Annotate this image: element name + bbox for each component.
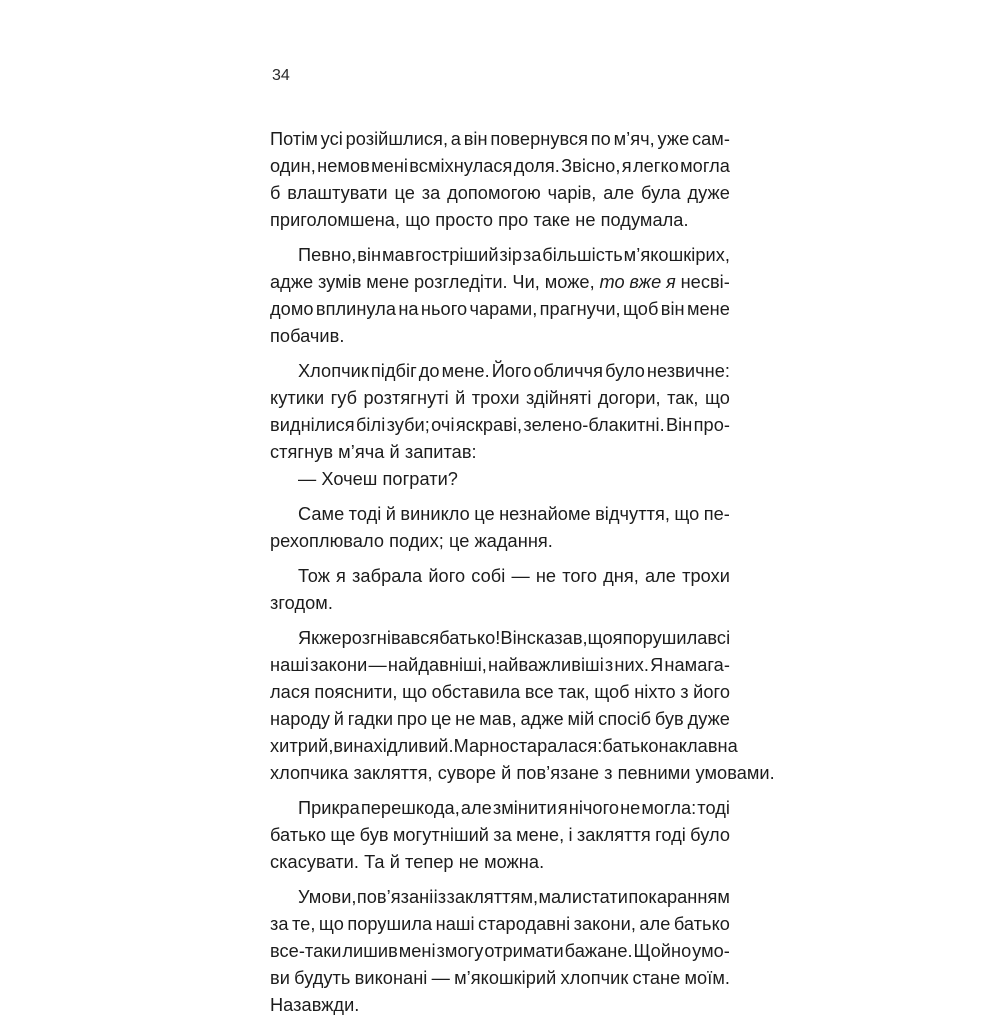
word: був — [654, 709, 684, 729]
word: не — [575, 210, 601, 230]
word: таке — [533, 210, 576, 230]
word: білі — [355, 415, 386, 435]
text-line — [270, 911, 730, 938]
word: це — [430, 709, 452, 729]
word: всміхнулася — [409, 156, 513, 176]
word: пе- — [703, 504, 730, 524]
word: — — [368, 655, 387, 675]
word: порушила — [622, 628, 708, 648]
text-line — [270, 884, 730, 911]
word: наші — [270, 655, 309, 675]
word: відчуття, — [595, 504, 670, 524]
text-line — [270, 706, 730, 733]
word: винахідливий. — [333, 736, 454, 756]
paragraph — [270, 884, 730, 1019]
word: було — [605, 361, 645, 381]
word: стати — [582, 887, 629, 907]
word: наші — [435, 914, 475, 934]
word: змінити — [492, 798, 557, 818]
word: й — [455, 388, 466, 408]
word: — — [298, 469, 322, 489]
word: хлопчик — [560, 968, 629, 988]
text-line — [270, 180, 730, 207]
word: мав — [381, 245, 415, 265]
word: хитрий, — [270, 736, 334, 756]
word: яскраві, — [455, 415, 523, 435]
word: собі — [471, 566, 506, 586]
text-line — [270, 679, 730, 706]
word: скасувати. — [270, 852, 365, 872]
word: я — [336, 566, 346, 586]
word: зір — [499, 245, 523, 265]
word: закляття, — [353, 763, 438, 783]
word: може, — [544, 272, 595, 292]
word: гадки — [347, 709, 394, 729]
word: не — [458, 852, 485, 872]
word: могла: — [641, 798, 697, 818]
word: незнайоме — [499, 504, 591, 524]
word: гостріший — [415, 245, 499, 265]
word: що — [704, 388, 730, 408]
word: вже — [629, 272, 662, 292]
word: умо- — [692, 941, 730, 961]
word: легко — [632, 156, 679, 176]
word: то — [599, 272, 625, 292]
word: батько — [602, 736, 659, 756]
word: розгнівався — [341, 628, 440, 648]
word: батько — [673, 914, 730, 934]
word: це — [448, 531, 475, 551]
word: з — [604, 763, 618, 783]
word: же — [319, 628, 342, 648]
word: стане — [632, 968, 681, 988]
word: а — [450, 129, 461, 149]
word: трохи — [682, 566, 730, 586]
word: з — [680, 682, 689, 702]
word: розтягнуті — [363, 388, 449, 408]
word: стягнув — [270, 442, 339, 462]
word: і — [568, 825, 573, 845]
word: уже — [657, 129, 690, 149]
word: Умови, — [298, 887, 357, 907]
paragraph — [270, 126, 730, 234]
word: порушила — [347, 914, 433, 934]
paragraph — [270, 563, 730, 617]
text-line — [270, 822, 730, 849]
word: мене, — [516, 825, 565, 845]
word: усі — [320, 129, 343, 149]
word: але — [639, 914, 671, 934]
word: більшість — [542, 245, 623, 265]
word: певними — [617, 763, 696, 783]
word: закони, — [573, 914, 636, 934]
word: тоді — [348, 504, 382, 524]
word: немов — [317, 156, 370, 176]
text-line — [270, 760, 775, 787]
word: було — [690, 825, 730, 845]
word: найдавніші, — [387, 655, 487, 675]
word: обличчя — [533, 361, 604, 381]
word: про — [498, 210, 534, 230]
word: м’яча — [338, 442, 390, 462]
word: губ — [330, 388, 358, 408]
word: незвичне: — [646, 361, 730, 381]
word: сам- — [691, 129, 730, 149]
word: побачив. — [270, 326, 345, 346]
word: й — [389, 442, 405, 462]
word: закляттям, — [446, 887, 539, 907]
word: те, — [292, 914, 316, 934]
word: що — [674, 504, 700, 524]
word: лася — [270, 682, 310, 702]
word: дуже — [687, 709, 730, 729]
word: але — [644, 566, 676, 586]
text-line — [270, 992, 730, 1019]
word: трохи — [471, 388, 520, 408]
word: сказав, — [526, 628, 588, 648]
paragraph — [270, 625, 775, 787]
word: мали — [538, 887, 583, 907]
word: могутніший — [392, 825, 489, 845]
word: тепер — [405, 852, 459, 872]
word: це — [474, 504, 495, 524]
word: мав, — [479, 709, 517, 729]
text-line — [270, 590, 730, 617]
text-line — [270, 126, 730, 153]
word: того — [562, 566, 597, 586]
word: так, — [667, 388, 699, 408]
word: я — [557, 798, 568, 818]
word: Я — [650, 655, 664, 675]
word: за — [421, 183, 441, 203]
word: запитав: — [404, 442, 477, 462]
word: за — [493, 825, 512, 845]
word: вплинула — [315, 299, 397, 319]
word: по — [590, 129, 611, 149]
word: до — [418, 361, 440, 381]
word: пояснити, — [314, 682, 398, 702]
word: м’яч, — [613, 129, 655, 149]
word: на — [398, 299, 419, 319]
word: лишив — [342, 941, 398, 961]
word: м’якошкірий — [454, 968, 557, 988]
word: Певно, — [298, 245, 357, 265]
word: щоб — [622, 299, 659, 319]
word: про- — [693, 415, 730, 435]
word: чарів, — [547, 183, 597, 203]
text-line — [270, 733, 738, 760]
word: мене — [366, 272, 410, 292]
word: стародавні — [478, 914, 571, 934]
word: батько! — [439, 628, 501, 648]
text-line — [270, 269, 730, 296]
word: Марно — [453, 736, 510, 756]
word: мій — [567, 709, 595, 729]
word: перешкода, — [360, 798, 460, 818]
word: бажане. — [564, 941, 633, 961]
word: моїм. — [684, 968, 730, 988]
word: народу — [270, 709, 330, 729]
text-line — [270, 439, 730, 466]
word: так, — [558, 682, 590, 702]
word: але — [460, 798, 492, 818]
word: Потім — [270, 129, 318, 149]
word: адже — [270, 272, 314, 292]
word: Як — [298, 628, 320, 648]
word: закляття — [576, 825, 651, 845]
word: на — [717, 736, 738, 756]
word: змогу — [436, 941, 484, 961]
word: можна. — [484, 852, 545, 872]
word: мене — [686, 299, 730, 319]
word: пограти? — [382, 469, 458, 489]
word: будуть — [294, 968, 351, 988]
word: влаштувати — [287, 183, 388, 203]
word: що — [405, 210, 436, 230]
word: доля. — [513, 156, 560, 176]
word: нього — [420, 299, 468, 319]
word: повернувся — [490, 129, 589, 149]
word: закони — [310, 655, 368, 675]
word: не — [535, 566, 557, 586]
word: покаранням — [628, 887, 730, 907]
word: згодом. — [270, 593, 333, 613]
word: — — [431, 968, 450, 988]
body-text — [270, 126, 775, 1019]
word: Хочеш — [321, 469, 383, 489]
word: й — [389, 852, 406, 872]
text-line — [270, 965, 730, 992]
word: розійшлися, — [345, 129, 449, 149]
word: зелено-блакитні. — [523, 415, 665, 435]
word: Він — [500, 628, 527, 648]
text-line — [270, 207, 730, 234]
word: я — [612, 628, 623, 648]
word: Назавжди. — [270, 995, 360, 1015]
word: виконані — [354, 968, 428, 988]
word: догори, — [597, 388, 661, 408]
text-line — [270, 501, 730, 528]
word: він — [660, 299, 685, 319]
word: суворе — [437, 763, 502, 783]
page-number: 34 — [272, 67, 290, 84]
word: що — [402, 682, 428, 702]
word: б — [270, 183, 281, 203]
word: це — [394, 183, 415, 203]
word: я — [621, 156, 632, 176]
word: його — [428, 566, 466, 586]
text-line — [270, 528, 730, 555]
word: Щойно — [633, 941, 692, 961]
word: прагнучи, — [539, 299, 621, 319]
word: він — [463, 129, 488, 149]
text-line — [270, 323, 730, 350]
word: про — [396, 709, 428, 729]
word: ще — [330, 825, 356, 845]
text-line — [270, 652, 730, 679]
word: зуби; — [386, 415, 430, 435]
word: годі — [655, 825, 686, 845]
word: не — [620, 798, 641, 818]
word: всі — [707, 628, 731, 648]
word: я — [666, 272, 676, 292]
word: й — [333, 709, 344, 729]
word: один, — [270, 156, 316, 176]
word: дня, — [603, 566, 639, 586]
word: хлопчика — [270, 763, 354, 783]
word: подумала. — [600, 210, 689, 230]
word: здійняті — [526, 388, 592, 408]
text-line — [270, 849, 730, 876]
word: мене. — [441, 361, 490, 381]
word: не — [455, 709, 476, 729]
word: них. — [614, 655, 649, 675]
text-line — [270, 242, 730, 269]
text-line — [270, 938, 730, 965]
word: кутики — [270, 388, 325, 408]
word: чарами, — [469, 299, 538, 319]
word: намага- — [664, 655, 730, 675]
word: умовами. — [695, 763, 775, 783]
word: ніхто — [634, 682, 676, 702]
word: Чи, — [512, 272, 540, 292]
word: приголомшена, — [270, 210, 406, 230]
word: адже — [520, 709, 564, 729]
word: Прикра — [298, 798, 360, 818]
word: очі — [431, 415, 455, 435]
word: жадання. — [474, 531, 553, 551]
word: що — [587, 628, 613, 648]
word: Саме — [298, 504, 345, 524]
word: Його — [491, 361, 532, 381]
word: рехоплювало — [270, 531, 390, 551]
word: пов’язані — [356, 887, 434, 907]
word: зумів — [317, 272, 362, 292]
paragraph — [270, 358, 730, 466]
word: із — [433, 887, 447, 907]
word: тоді — [697, 798, 730, 818]
word: обставила — [431, 682, 521, 702]
word: найважливіші — [488, 655, 604, 675]
word: розгледіти. — [413, 272, 508, 292]
paragraph — [270, 795, 730, 876]
word: Хлопчик — [298, 361, 369, 381]
word: виднілися — [270, 415, 355, 435]
word: він — [357, 245, 382, 265]
word: ви — [270, 968, 290, 988]
word: наклав — [658, 736, 718, 756]
word: Та — [364, 852, 390, 872]
text-line — [270, 412, 730, 439]
word: спосіб — [598, 709, 652, 729]
word: за — [270, 914, 289, 934]
word: забрала — [352, 566, 423, 586]
word: мені — [371, 156, 409, 176]
text-line — [270, 625, 730, 652]
word: старалася: — [509, 736, 603, 756]
word: батько — [270, 825, 327, 845]
text-line — [270, 385, 730, 412]
text-line — [270, 795, 730, 822]
word: просто — [435, 210, 499, 230]
word: Тож — [298, 566, 330, 586]
word: подих; — [389, 531, 449, 551]
dialogue-line — [270, 466, 730, 493]
paragraph — [270, 242, 730, 350]
word: й — [385, 504, 396, 524]
text-line — [270, 296, 730, 323]
text-line — [270, 563, 730, 590]
word: була — [641, 183, 681, 203]
word: підбіг — [370, 361, 417, 381]
word: був — [359, 825, 389, 845]
word: щоб — [594, 682, 630, 702]
text-line — [270, 358, 730, 385]
word: нічого — [568, 798, 620, 818]
word: Він — [666, 415, 693, 435]
word: виникло — [400, 504, 470, 524]
word: за — [522, 245, 542, 265]
word: дуже — [687, 183, 730, 203]
word: з — [604, 655, 614, 675]
word: все-таки — [270, 941, 342, 961]
word: що — [318, 914, 344, 934]
word: несві- — [680, 272, 730, 292]
word: могла — [680, 156, 730, 176]
word: мені — [398, 941, 436, 961]
word: допомогою — [447, 183, 541, 203]
word: все — [524, 682, 554, 702]
word: — — [511, 566, 530, 586]
word: отримати — [484, 941, 564, 961]
word: м’якошкірих, — [623, 245, 730, 265]
word: домо — [270, 299, 314, 319]
word: але — [603, 183, 635, 203]
word: Звісно, — [561, 156, 621, 176]
text-line — [270, 153, 730, 180]
word: й — [501, 763, 517, 783]
paragraph — [270, 501, 730, 555]
word: пов’язане — [516, 763, 605, 783]
text-line — [270, 466, 730, 493]
word: його — [693, 682, 730, 702]
